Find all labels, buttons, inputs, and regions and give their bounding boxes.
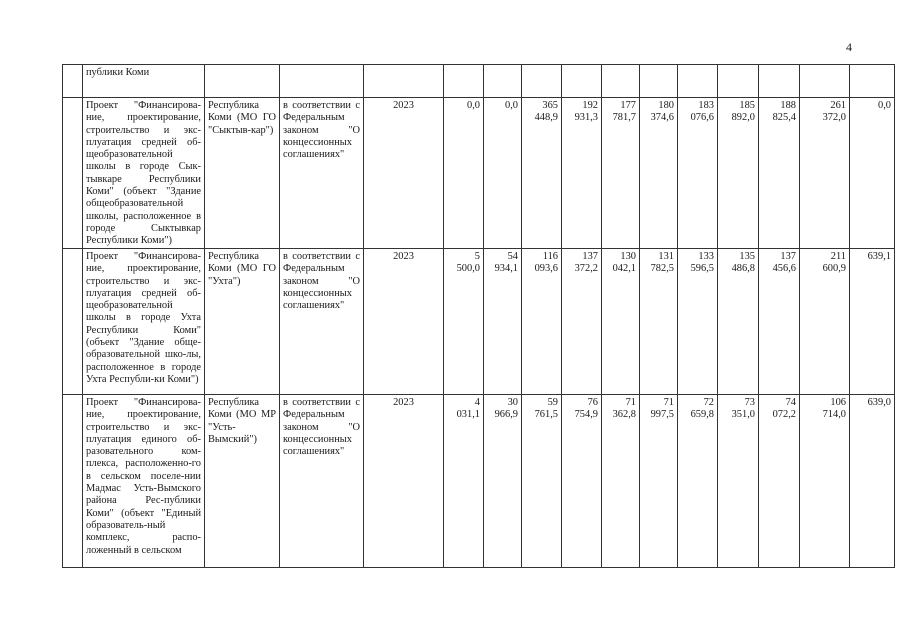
value-cell: 76 754,9 [562,395,602,568]
value-cell: 185 892,0 [718,98,759,249]
value-cell: 0,0 [444,98,484,249]
project-description: публики Коми [83,65,205,98]
value-cell: 192 931,3 [562,98,602,249]
project-description: Проект "Финансирова-ние, проектирование, строительство и экс-плуатация единого об-разовательного ком-плекса, расположенно-го в сельском поселе-нии Мадмас Усть-Вымского района Рес-публики Коми" (объект "Единый образователь-ный комплекс, распо-ложенный в сельском [83,395,205,568]
project-basis: в соответствии с Федеральным законом "О концессионных соглашениях" [280,395,364,568]
value-cell [800,65,850,98]
value-cell: 137 372,2 [562,249,602,395]
value-cell: 211 600,9 [800,249,850,395]
value-cell: 365 448,9 [522,98,562,249]
value-cell: 133 596,5 [678,249,718,395]
value-cell: 183 076,6 [678,98,718,249]
value-cell: 639,0 [850,395,895,568]
project-year: 2023 [364,98,444,249]
project-subject: Республика Коми (МО ГО "Сыктыв-кар") [205,98,280,249]
value-cell: 188 825,4 [759,98,800,249]
value-cell [678,65,718,98]
value-cell [718,65,759,98]
project-basis: в соответствии с Федеральным законом "О концессионных соглашениях" [280,249,364,395]
value-cell: 106 714,0 [800,395,850,568]
project-year: 2023 [364,249,444,395]
value-cell: 72 659,8 [678,395,718,568]
value-cell: 5 500,0 [444,249,484,395]
project-subject: Республика Коми (МО ГО "Ухта") [205,249,280,395]
concession-projects-table [62,64,895,568]
value-cell: 135 486,8 [718,249,759,395]
table-row [63,98,895,249]
value-cell: 0,0 [850,98,895,249]
value-cell: 30 966,9 [484,395,522,568]
value-cell: 4 031,1 [444,395,484,568]
value-cell: 130 042,1 [602,249,640,395]
row-index-cell [63,249,83,395]
value-cell: 71 362,8 [602,395,640,568]
value-cell [602,65,640,98]
row-index-cell [63,98,83,249]
value-cell: 59 761,5 [522,395,562,568]
value-cell [484,65,522,98]
value-cell: 131 782,5 [640,249,678,395]
project-basis: в соответствии с Федеральным законом "О концессионных соглашениях" [280,98,364,249]
value-cell [562,65,602,98]
value-cell: 0,0 [484,98,522,249]
row-index-cell [63,65,83,98]
value-cell: 639,1 [850,249,895,395]
value-cell: 137 456,6 [759,249,800,395]
value-cell: 177 781,7 [602,98,640,249]
value-cell: 116 093,6 [522,249,562,395]
row-index-cell [63,395,83,568]
page-number: 4 [846,40,852,54]
value-cell: 73 351,0 [718,395,759,568]
project-year [364,65,444,98]
value-cell: 71 997,5 [640,395,678,568]
project-description: Проект "Финансирова-ние, проектирование, строительство и экс-плуатация средней об-щеобразовательной школы в городе Сык-тывкаре Республики Коми" (объект "Здание общеобразовательной школы, расположенное в городе Сыктывкар Республики Коми") [83,98,205,249]
project-year: 2023 [364,395,444,568]
table-row [63,395,895,568]
project-description: Проект "Финансирова-ние, проектирование, строительство и экс-плуатация средней об-щеобразовательной школы в городе Ухта Республики Коми" (объект "Здание обще-образовательной шко-лы, расположенное в городе Ухта Республи-ки Коми") [83,249,205,395]
value-cell: 180 374,6 [640,98,678,249]
value-cell [444,65,484,98]
value-cell [759,65,800,98]
value-cell: 261 372,0 [800,98,850,249]
value-cell [850,65,895,98]
project-subject [205,65,280,98]
table-row [63,65,895,98]
value-cell: 54 934,1 [484,249,522,395]
value-cell [522,65,562,98]
project-subject: Республика Коми (МО МР "Усть-Вымский") [205,395,280,568]
value-cell: 74 072,2 [759,395,800,568]
table-row [63,249,895,395]
project-basis [280,65,364,98]
value-cell [640,65,678,98]
